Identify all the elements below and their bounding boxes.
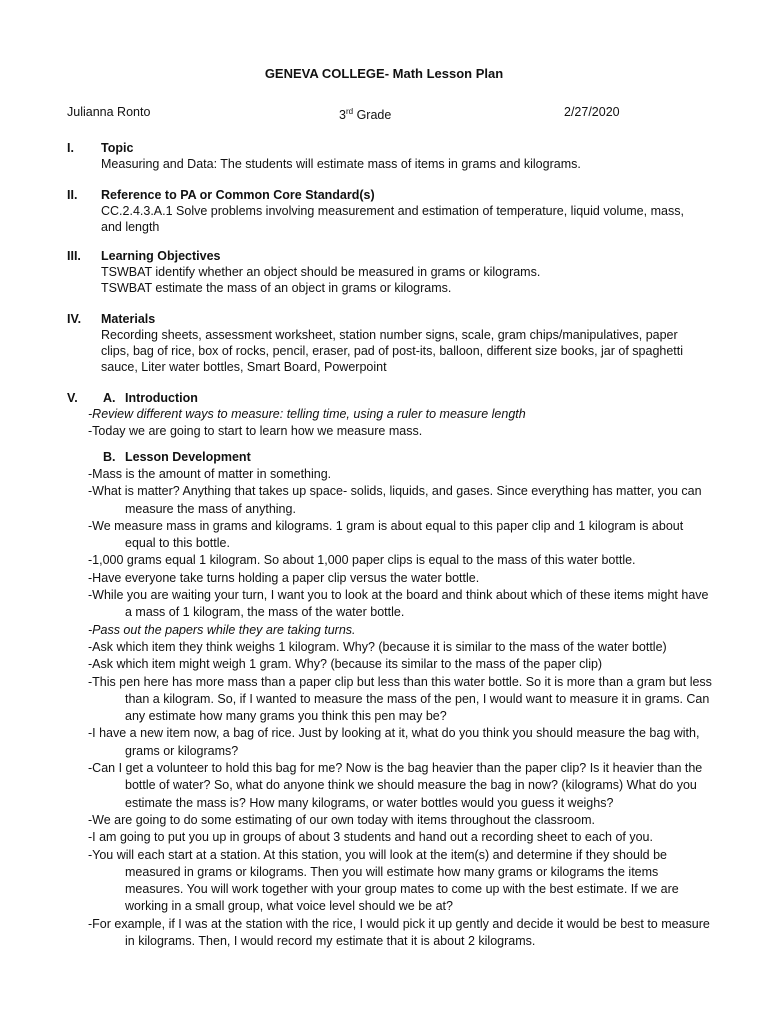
list-item: -Pass out the papers while they are taking turns.	[88, 622, 356, 637]
list-item: -This pen here has more mass than a paper clip but less than this water bottle. So it is more than a gram but less than a kilogram. So, if I wanted to measure the mass of the pen, I would want to measure it in grams. Can any estimate how many grams you think this pen may be?	[88, 674, 712, 724]
list-item: -I am going to put you up in groups of about 3 students and hand out a recording sheet to each of you.	[88, 830, 653, 845]
subsection-title: Introduction	[125, 391, 198, 405]
list-item: -Have everyone take turns holding a paper clip versus the water bottle.	[88, 570, 480, 585]
list-item: -What is matter? Anything that takes up space- solids, liquids, and gases. Since everything has matter, you can measure the mass of anything.	[88, 484, 702, 516]
section-heading: Reference to PA or Common Core Standard(s)	[101, 188, 375, 202]
section-line: Measuring and Data: The students will estimate mass of items in grams and kilograms.	[101, 157, 581, 171]
grade-level	[339, 104, 391, 123]
list-item: -Today we are going to start to learn how we measure mass.	[88, 424, 423, 439]
section-body	[101, 156, 707, 172]
document-title: GENEVA COLLEGE- Math Lesson Plan	[264, 66, 504, 81]
section-objectives	[67, 248, 707, 296]
list-item: -For example, if I was at the station with the rice, I would pick it up gently and decide it would be best to measure in kilograms. Then, I would record my estimate that it is about 2 kilograms.	[88, 916, 710, 949]
section-number: I.	[67, 141, 74, 155]
section-line: TSWBAT identify whether an object should be measured in grams or kilograms.	[101, 265, 541, 279]
list-item: -Ask which item might weigh 1 gram. Why? (because its similar to the mass of the paper clip)	[88, 657, 603, 672]
list-item: -Ask which item they think weighs 1 kilogram. Why? (because it is similar to the mass of the water bottle)	[88, 639, 667, 654]
lesson-date: 2/27/2020	[564, 105, 620, 119]
subsection-letter: A.	[103, 391, 116, 405]
section-topic	[67, 140, 707, 172]
development-lines	[88, 466, 713, 950]
section-standards	[67, 187, 707, 235]
introduction-heading	[103, 390, 198, 406]
section-number: II.	[67, 188, 78, 202]
list-item: -Mass is the amount of matter in something.	[88, 467, 332, 481]
section-heading: Topic	[101, 141, 134, 155]
list-item: -We measure mass in grams and kilograms. 1 gram is about equal to this paper clip and 1 kilogram is about equal to this bottle.	[88, 518, 684, 551]
list-item: -1,000 grams equal 1 kilogram. So about 1,000 paper clips is equal to the mass of this water bottle.	[88, 553, 636, 568]
development-heading	[103, 449, 251, 465]
teacher-name: Julianna Ronto	[67, 105, 151, 119]
list-item: -You will each start at a station. At this station, you will look at the item(s) and determine if they should be measured in grams or kilograms. Then you will estimate how many grams or kilograms the items measures. You will work together with your group mates to come up with the best estimate. If we are working in a small group, what voice level should we be at?	[88, 847, 679, 914]
section-heading: Learning Objectives	[101, 249, 221, 263]
grade-number: 3	[339, 108, 346, 123]
list-item: -While you are waiting your turn, I want you to look at the board and think about which of these items might have a mass of 1 kilogram, the mass of the water bottle.	[88, 588, 709, 620]
section-body	[101, 327, 707, 375]
list-item: -We are going to do some estimating of our own today with items throughout the classroom.	[88, 812, 595, 827]
section-line: CC.2.4.3.A.1 Solve problems involving measurement and estimation of temperature, liquid volume, mass, and length	[101, 204, 684, 234]
subsection-title: Lesson Development	[125, 450, 251, 464]
section-line: TSWBAT estimate the mass of an object in grams or kilograms.	[101, 281, 452, 295]
section-body	[101, 264, 707, 296]
list-item: -Review different ways to measure: telling time, using a ruler to measure length	[88, 407, 526, 421]
section-materials	[67, 311, 707, 375]
section-number: IV.	[67, 312, 82, 326]
introduction-lines	[88, 406, 713, 441]
section-number: III.	[67, 249, 81, 263]
section-heading: Materials	[101, 312, 156, 326]
list-item: -Can I get a volunteer to hold this bag for me? Now is the bag heavier than the paper clip? Is it heavier than the bottle of water? So, what do anyone think we should measure the bag in now? (kilograms) What do you estimate the mass is? How many kilograms, or water bottles would you guess it weighs?	[88, 761, 703, 810]
subsection-letter: B.	[103, 450, 116, 464]
grade-suffix: rd	[345, 107, 354, 116]
section-number: V.	[67, 391, 78, 405]
section-body	[101, 203, 707, 235]
section-line: Recording sheets, assessment worksheet, station number signs, scale, gram chips/manipulatives, paper clips, bag of rice, box of rocks, pencil, eraser, pad of post-its, balloon, different size books, jar of spaghetti sauce, Liter water bottles, Smart Board, Powerpoint	[101, 328, 684, 374]
list-item: -I have a new item now, a bag of rice. Just by looking at it, what do you think you should measure the bag with, grams or kilograms?	[88, 726, 700, 758]
grade-word: Grade	[356, 108, 392, 123]
